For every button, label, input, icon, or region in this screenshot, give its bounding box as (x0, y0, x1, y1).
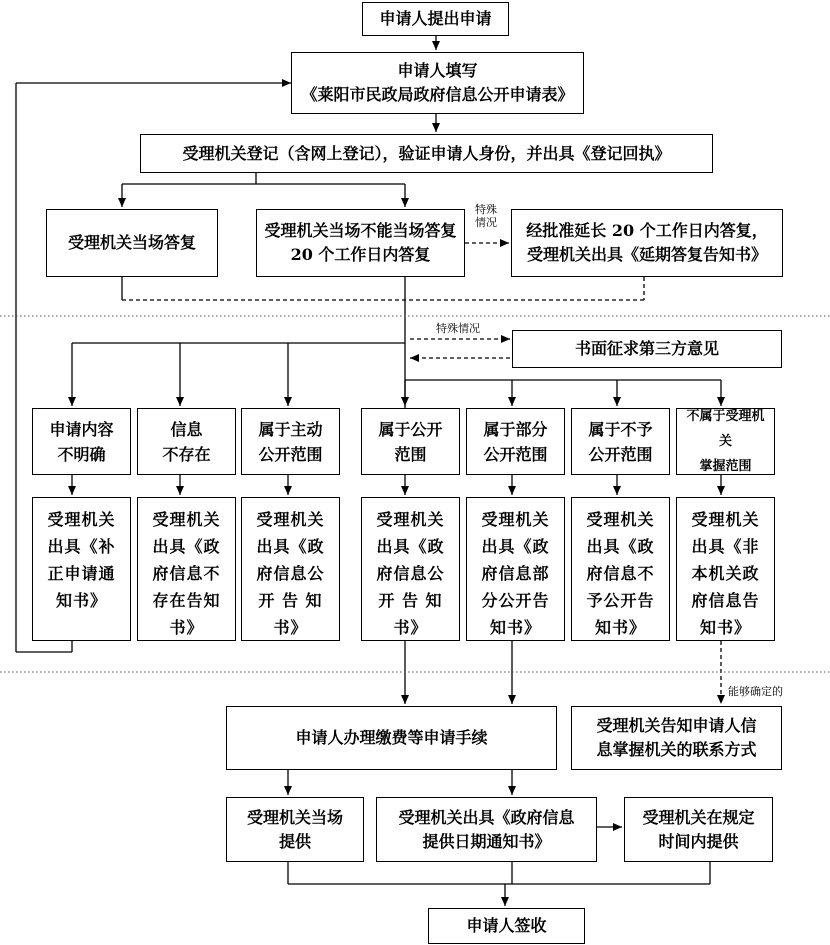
category-not-public: 属于不予 公开范围 (571, 408, 670, 475)
outcome-partial-notice: 受理机关 出具《政 府信息部 分公开告 知书》 (466, 497, 565, 641)
category-active-disclosure: 属于主动 公开范围 (241, 408, 340, 475)
category-partial: 属于部分 公开范围 (466, 408, 565, 475)
special-case-note: 特殊 情况 (475, 203, 497, 229)
outcome-active-notice: 受理机关 出具《政 府信息公 开 告 知 书》 (241, 497, 340, 641)
reply-onsite-node: 受理机关当场答复 (46, 209, 218, 277)
reply-20days-node: 受理机关当场不能当场答复 20 个工作日内答复 (256, 209, 465, 277)
category-public: 属于公开 范围 (361, 408, 460, 475)
extend-node: 经批准延长 20 个工作日内答复， 受理机关出具《延期答复告知书》 (511, 209, 783, 277)
outcome-not-held-notice: 受理机关 出具《非 本机关政 府信息告 知书》 (676, 497, 775, 641)
third-party-node: 书面征求第三方意见 (512, 330, 782, 368)
outcome-not-public-notice: 受理机关 出具《政 府信息不 予公开告 知书》 (571, 497, 670, 641)
outcome-public-notice: 受理机关 出具《政 府信息公 开 告 知 书》 (361, 497, 460, 641)
fill-form-node: 申请人填写 《莱阳市民政局政府信息公开申请表》 (291, 52, 584, 114)
category-unclear: 申请内容 不明确 (32, 408, 131, 475)
special-case-note-2: 特殊情况 (436, 322, 480, 335)
sign-receipt-node: 申请人签收 (428, 908, 585, 944)
category-not-held: 不属于受理机关 掌握范围 (676, 408, 775, 475)
provide-onsite-node: 受理机关当场 提供 (226, 797, 364, 862)
pay-fee-node: 申请人办理缴费等申请手续 (226, 706, 557, 770)
outcome-not-exist-notice: 受理机关 出具《政 府信息不 存在告知 书》 (137, 497, 236, 641)
provide-later-node: 受理机关在规定 时间内提供 (624, 797, 773, 862)
inform-contact-node: 受理机关告知申请人信 息掌握机关的联系方式 (571, 706, 782, 770)
can-determine-note: 能够确定的 (728, 685, 783, 698)
category-not-exist: 信息 不存在 (137, 408, 236, 475)
submit-application-node: 申请人提出申请 (362, 2, 509, 36)
register-node: 受理机关登记（含网上登记），验证申请人身份，并出具《登记回执》 (140, 134, 713, 173)
outcome-supplement-notice: 受理机关 出具《补 正申请通 知书》 (32, 497, 131, 641)
provide-date-notice-node: 受理机关出具《政府信息 提供日期通知书》 (376, 797, 597, 862)
